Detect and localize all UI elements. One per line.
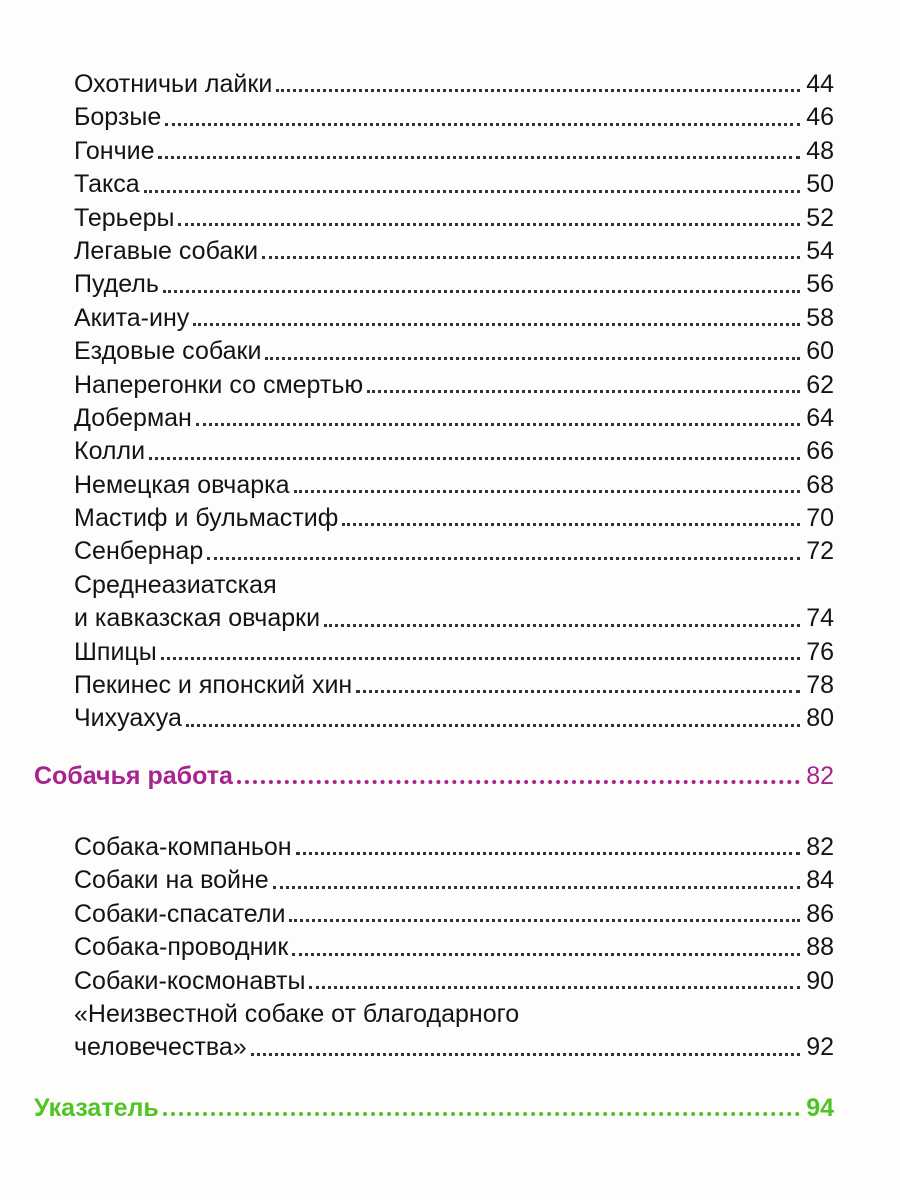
entry-title: Сенбернар (74, 537, 204, 566)
dot-leader (273, 886, 800, 889)
dot-leader (149, 457, 800, 460)
entry-page: 58 (806, 303, 834, 332)
dot-leader (161, 657, 800, 660)
entry-title: Среднеазиатская (74, 570, 277, 599)
entry-page: 60 (806, 337, 834, 366)
dot-leader (193, 323, 800, 326)
entry-title: Охотничьи лайки (74, 69, 273, 98)
entry-title: Колли (74, 437, 146, 466)
dot-leader (309, 986, 800, 989)
entry-page: 48 (806, 136, 834, 165)
entry-title: Собака-компаньон (74, 832, 292, 861)
entry-title: Гончие (74, 136, 155, 165)
dot-leader (251, 1053, 800, 1056)
entry-title: Наперегонки со смертью (74, 370, 364, 399)
entry-title: Собака-проводник (74, 933, 289, 962)
entry-title: Доберман (74, 403, 192, 432)
dot-leader (178, 223, 800, 226)
entry-page: 66 (806, 437, 834, 466)
entry-title: Пудель (74, 270, 159, 299)
toc-section-index[interactable] (34, 1092, 834, 1125)
entry-title: Мастиф и бульмастиф (74, 504, 339, 533)
entry-page: 88 (806, 933, 834, 962)
entry-page: 56 (806, 270, 834, 299)
entry-title: «Неизвестной собаке от благодарного (74, 999, 520, 1028)
entry-page: 80 (806, 704, 834, 733)
entry-page: 44 (806, 69, 834, 98)
dot-leader (324, 624, 800, 627)
toc-entry[interactable] (74, 68, 834, 101)
toc-list-breeds (74, 68, 834, 736)
entry-title: Пекинес и японский хин (74, 671, 353, 700)
entry-title: Ездовые собаки (74, 337, 262, 366)
entry-title-continued: и кавказская овчарки (74, 604, 321, 633)
toc-entry[interactable] (74, 669, 834, 702)
dot-leader (158, 156, 800, 159)
entry-page: 78 (806, 671, 834, 700)
section-title: Собачья работа (34, 762, 233, 790)
dot-leader (342, 523, 800, 526)
section-page: 82 (806, 762, 834, 790)
toc-entry[interactable] (74, 998, 834, 1065)
entry-title: Немецкая овчарка (74, 470, 290, 499)
entry-page: 62 (806, 370, 834, 399)
entry-page: 82 (806, 832, 834, 861)
dot-leader (367, 390, 800, 393)
toc-entry[interactable] (74, 965, 834, 998)
entry-title: Акита-ину (74, 303, 190, 332)
toc-entry[interactable] (74, 369, 834, 402)
entry-title-continued: человечества» (74, 1033, 247, 1062)
toc-section-dog-work[interactable] (34, 760, 834, 793)
entry-title: Такса (74, 170, 140, 199)
toc-entry[interactable] (74, 864, 834, 897)
dot-leader (237, 780, 800, 784)
toc-entry[interactable] (74, 168, 834, 201)
toc-entry[interactable] (74, 931, 834, 964)
entry-title: Борзые (74, 103, 162, 132)
entry-page: 86 (806, 899, 834, 928)
toc-entry[interactable] (74, 335, 834, 368)
dot-leader (292, 953, 800, 956)
entry-page: 68 (806, 470, 834, 499)
entry-page: 50 (806, 170, 834, 199)
entry-page: 46 (806, 103, 834, 132)
dot-leader (276, 89, 800, 92)
toc-entry[interactable] (74, 898, 834, 931)
entry-title: Легавые собаки (74, 236, 259, 265)
toc-entry[interactable] (74, 202, 834, 235)
entry-page: 92 (806, 1033, 834, 1062)
entry-page: 72 (806, 537, 834, 566)
entry-page: 64 (806, 403, 834, 432)
section-page: 94 (806, 1094, 834, 1122)
dot-leader (294, 490, 800, 493)
entry-page: 74 (806, 604, 834, 633)
dot-leader (165, 123, 800, 126)
toc-entry[interactable] (74, 235, 834, 268)
entry-page: 76 (806, 637, 834, 666)
toc-list-dog-work (74, 831, 834, 1065)
toc-entry[interactable] (74, 268, 834, 301)
entry-title: Собаки на войне (74, 866, 269, 895)
dot-leader (289, 919, 800, 922)
toc-entry[interactable] (74, 569, 834, 636)
entry-page: 90 (806, 966, 834, 995)
toc-entry[interactable] (74, 702, 834, 735)
dot-leader (196, 423, 800, 426)
toc-entry[interactable] (74, 302, 834, 335)
toc-entry[interactable] (74, 469, 834, 502)
entry-title: Шпицы (74, 637, 157, 666)
dot-leader (186, 724, 800, 727)
toc-entry[interactable] (74, 135, 834, 168)
toc-entry[interactable] (74, 831, 834, 864)
dot-leader (262, 256, 800, 259)
dot-leader (356, 690, 800, 693)
entry-page: 70 (806, 504, 834, 533)
entry-page: 52 (806, 203, 834, 232)
entry-title: Чихуахуа (74, 704, 182, 733)
entry-title: Собаки-спасатели (74, 899, 286, 928)
dot-leader (144, 190, 800, 193)
toc-entry[interactable] (74, 502, 834, 535)
entry-title: Собаки-космонавты (74, 966, 306, 995)
toc-entry[interactable] (74, 435, 834, 468)
toc-entry[interactable] (74, 101, 834, 134)
dot-leader (296, 852, 800, 855)
toc-entry[interactable] (74, 636, 834, 669)
dot-leader (265, 357, 800, 360)
toc-entry[interactable] (74, 535, 834, 568)
section-title: Указатель (34, 1094, 159, 1122)
entry-page: 84 (806, 866, 834, 895)
entry-title: Терьеры (74, 203, 175, 232)
toc-entry[interactable] (74, 402, 834, 435)
dot-leader (163, 1112, 800, 1116)
entry-page: 54 (806, 236, 834, 265)
dot-leader (163, 290, 800, 293)
dot-leader (207, 557, 800, 560)
